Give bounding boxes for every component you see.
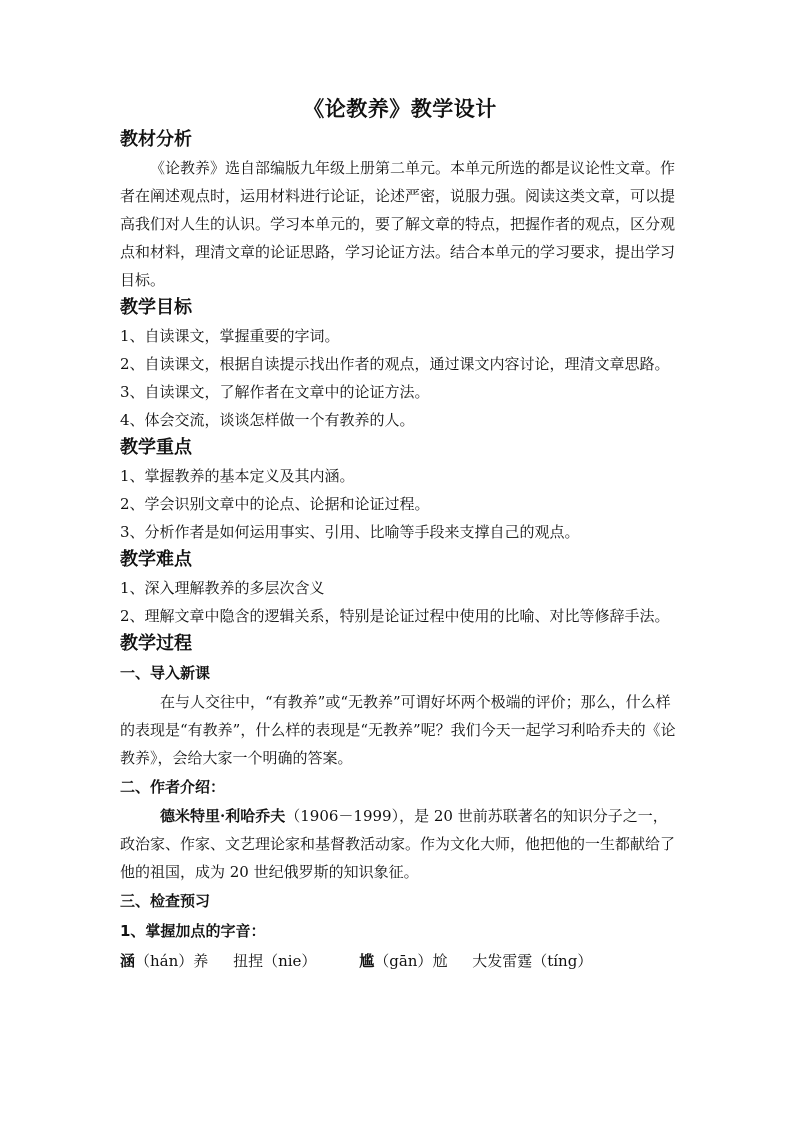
- word-item: 尴（gān）尬: [359, 952, 448, 970]
- pinyin-word-list: [120, 946, 680, 976]
- page-title: 《论教养》教学设计: [303, 97, 497, 121]
- author-paragraph: [120, 802, 680, 886]
- word-item: 扭捏（nie）: [233, 952, 317, 970]
- goal-item-4: 4、体会交流，谈谈怎样做一个有教养的人。: [120, 411, 415, 429]
- difficulty-item-2: 2、理解文章中隐含的逻辑关系，特别是论证过程中使用的比喻、对比等修辞手法。: [120, 607, 670, 625]
- preview-sub-heading: 1、掌握加点的字音：: [120, 922, 266, 940]
- section-heading-difficulties: 教学难点: [120, 549, 192, 570]
- analysis-paragraph: 《论教养》选自部编版九年级上册第二单元。本单元所选的都是议论性文章。作者在阐述观点时，运用材料进行论证，论述严密，说服力强。阅读这类文章，可以提高我们对人生的认识。学习本单元的，要了解文章的特点，把握作者的观点，区分观点和材料，理清文章的论证思路，学习论证方法。结合本单元的学习要求，提出学习目标。: [120, 159, 676, 289]
- section-heading-analysis: 教材分析: [120, 129, 192, 150]
- difficulty-item-1: 1、深入理解教养的多层次含义: [120, 579, 325, 597]
- section-heading-key-points: 教学重点: [120, 437, 192, 458]
- goal-item-3: 3、自读课文，了解作者在文章中的论证方法。: [120, 383, 430, 401]
- preview-heading: 三、检查预习: [120, 892, 211, 910]
- document-body: [120, 92, 680, 976]
- word-item: 大发雷霆（tíng）: [472, 952, 593, 970]
- key-point-item-3: 3、分析作者是如何运用事实、引用、比喻等手段来支撑自己的观点。: [120, 523, 580, 541]
- key-point-item-2: 2、学会识别文章中的论点、论据和论证过程。: [120, 495, 430, 513]
- section-heading-goals: 教学目标: [120, 297, 192, 318]
- intro-heading: 一、导入新课: [120, 664, 211, 682]
- goal-item-1: 1、自读课文，掌握重要的字词。: [120, 327, 340, 345]
- key-point-item-1: 1、掌握教养的基本定义及其内涵。: [120, 467, 355, 485]
- author-text: （1906－1999），是 20 世前苏联著名的知识分子之一，政治家、作家、文艺理论家和基督教活动家。作为文化大师，他把他的一生都献给了他的祖国，成为 20 世纪俄罗斯的知识象征。: [120, 807, 676, 881]
- word-item: 涵（hán）养: [120, 952, 209, 970]
- section-heading-process: 教学过程: [120, 633, 192, 654]
- intro-paragraph: 在与人交往中，“有教养”或“无教养”可谓好坏两个极端的评价；那么，什么样的表现是“有教养”，什么样的表现是“无教养”呢？我们今天一起学习利哈乔夫的《论教养》，会给大家一个明确的答案。: [120, 693, 676, 767]
- goal-item-2: 2、自读课文，根据自读提示找出作者的观点，通过课文内容讨论，理清文章思路。: [120, 355, 670, 373]
- author-name: 德米特里·利哈乔夫: [160, 807, 286, 825]
- author-heading: 二、作者介绍：: [120, 778, 226, 796]
